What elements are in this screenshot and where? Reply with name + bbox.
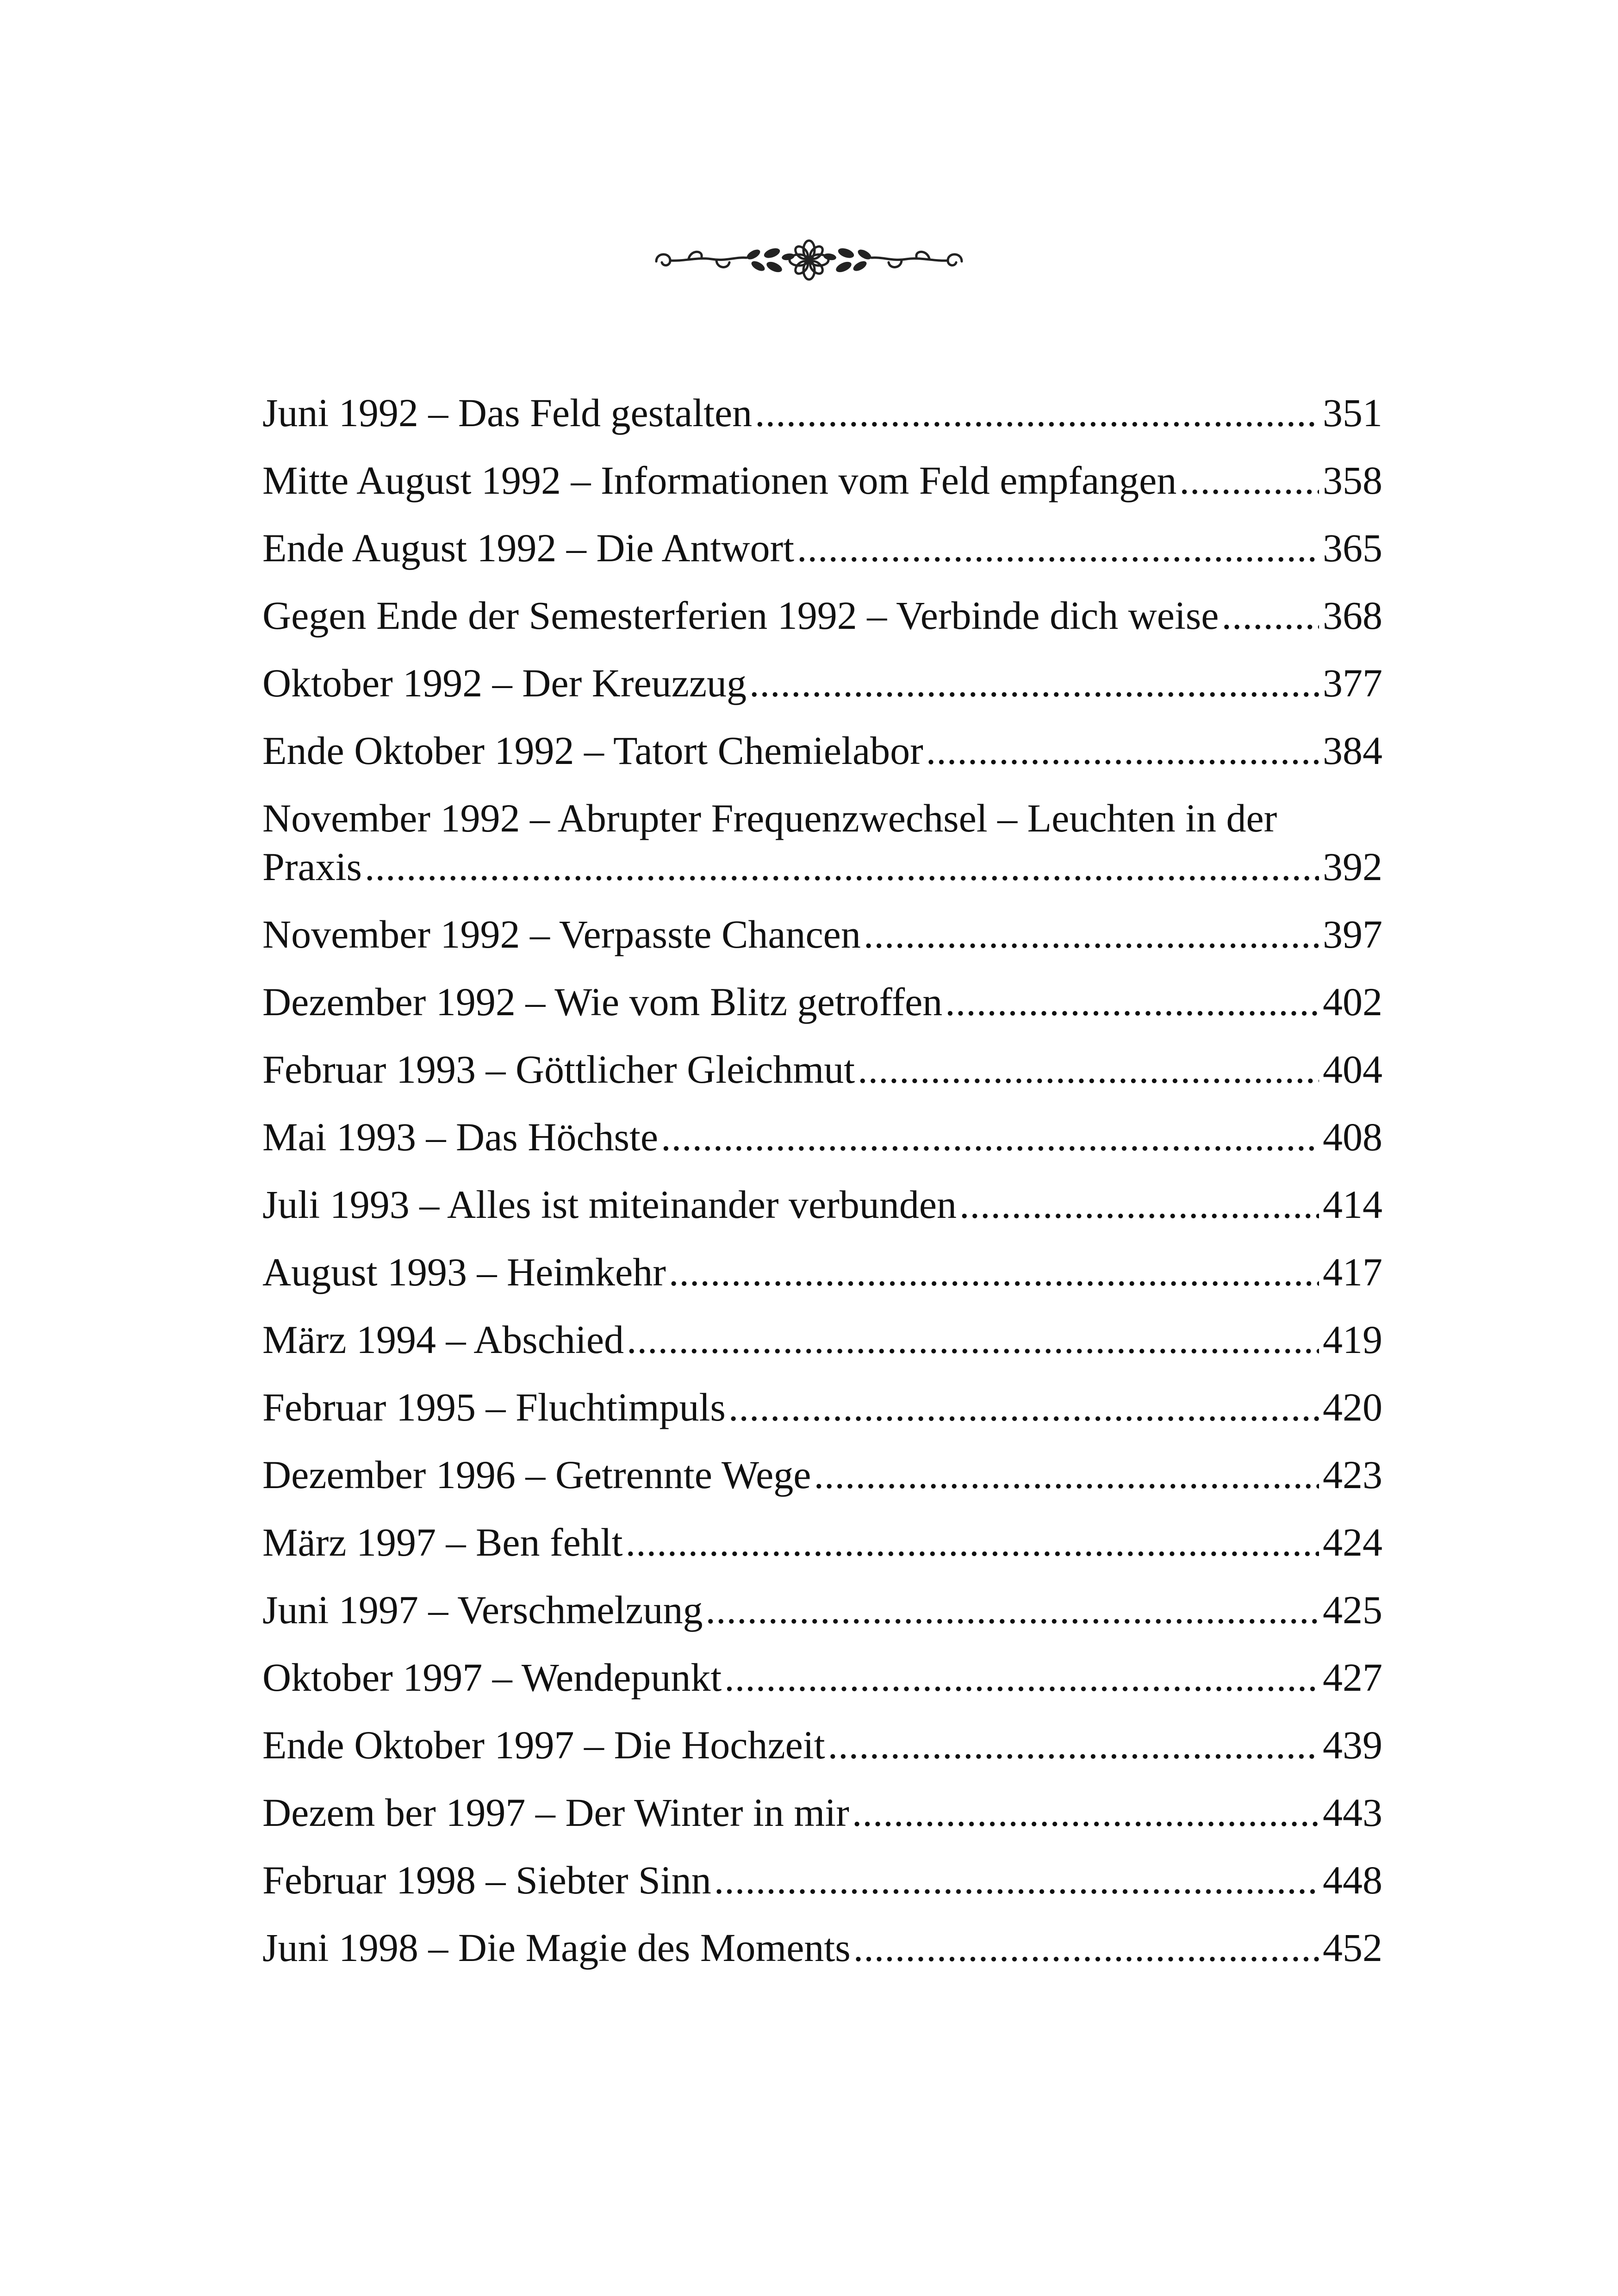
toc-page-number: 397 <box>1323 912 1382 956</box>
toc-dot-leader <box>945 978 1319 1026</box>
toc-page-number: 452 <box>1323 1925 1382 1970</box>
toc-entry-title: Oktober 1997 – Wendepunkt <box>262 1655 722 1700</box>
toc-entry[interactable] <box>262 978 1382 1026</box>
toc-entry[interactable] <box>262 794 1382 891</box>
toc-page-number: 423 <box>1323 1452 1382 1497</box>
toc-entry[interactable] <box>262 1113 1382 1161</box>
toc-entry[interactable] <box>262 659 1382 707</box>
toc-page-number: 425 <box>1323 1588 1382 1632</box>
toc-dot-leader <box>365 843 1319 891</box>
toc-page-number: 377 <box>1323 661 1382 705</box>
toc-dot-leader <box>626 1518 1319 1567</box>
toc-page-number: 384 <box>1323 728 1382 773</box>
toc-entry[interactable] <box>262 1045 1382 1094</box>
toc-entry[interactable] <box>262 910 1382 959</box>
toc-dot-leader <box>705 1586 1319 1634</box>
toc-page-number: 424 <box>1323 1520 1382 1564</box>
toc-entry-title: November 1992 – Abrupter Frequenzwechsel – Leuchten in der <box>262 796 1277 840</box>
toc-page-number: 368 <box>1323 593 1382 638</box>
toc-entry[interactable] <box>262 1316 1382 1364</box>
toc-page-number: 402 <box>1323 980 1382 1024</box>
toc-entry[interactable] <box>262 1856 1382 1905</box>
toc-dot-leader <box>797 524 1319 572</box>
toc-entry-title: Ende August 1992 – Die Antwort <box>262 526 794 570</box>
toc-dot-leader <box>828 1721 1319 1769</box>
toc-dot-leader <box>669 1248 1319 1297</box>
toc-page-number: 414 <box>1323 1182 1382 1227</box>
toc-entry[interactable] <box>262 1586 1382 1634</box>
toc-dot-leader <box>959 1180 1319 1229</box>
toc-entry-title: Februar 1995 – Fluchtimpuls <box>262 1385 726 1429</box>
toc-page-number: 404 <box>1323 1047 1382 1092</box>
toc-entry[interactable] <box>262 1721 1382 1769</box>
toc-entry-title: Ende Oktober 1992 – Tatort Chemielabor <box>262 728 923 773</box>
toc-entry[interactable] <box>262 1924 1382 1972</box>
toc-entry-title: Mitte August 1992 – Informationen vom Feld empfangen <box>262 458 1177 503</box>
toc-entry[interactable] <box>262 524 1382 572</box>
toc-entry-title: Gegen Ende der Semesterferien 1992 – Verbinde dich weise <box>262 593 1219 638</box>
toc-dot-leader <box>755 389 1319 437</box>
toc-page-number: 358 <box>1323 458 1382 503</box>
toc-dot-leader <box>853 1924 1319 1972</box>
toc-dot-leader <box>926 726 1319 775</box>
toc-page-number: 427 <box>1323 1655 1382 1700</box>
toc-entry[interactable] <box>262 1180 1382 1229</box>
toc-dot-leader <box>714 1856 1319 1905</box>
floral-divider-icon <box>647 234 971 285</box>
toc-entry-title: Februar 1993 – Göttlicher Gleichmut <box>262 1047 855 1092</box>
table-of-contents <box>262 389 1382 1991</box>
toc-page-number: 419 <box>1323 1317 1382 1362</box>
toc-page-number: 417 <box>1323 1250 1382 1294</box>
toc-entry[interactable] <box>262 1383 1382 1432</box>
toc-dot-leader <box>864 910 1319 959</box>
toc-page-number: 443 <box>1323 1790 1382 1835</box>
toc-dot-leader <box>749 659 1319 707</box>
toc-dot-leader <box>852 1788 1319 1837</box>
toc-entry[interactable] <box>262 1248 1382 1297</box>
toc-entry-title: Juni 1997 – Verschmelzung <box>262 1588 703 1632</box>
toc-entry[interactable] <box>262 591 1382 640</box>
toc-entry-title: März 1997 – Ben fehlt <box>262 1520 623 1564</box>
toc-entry-title: August 1993 – Heimkehr <box>262 1250 666 1294</box>
toc-entry[interactable] <box>262 456 1382 505</box>
toc-dot-leader <box>724 1653 1319 1702</box>
toc-page-number: 439 <box>1323 1723 1382 1767</box>
toc-entry-title: Juli 1993 – Alles ist miteinander verbunden <box>262 1182 957 1227</box>
toc-entry-title: Dezember 1992 – Wie vom Blitz getroffen <box>262 980 943 1024</box>
toc-entry-title: Februar 1998 – Siebter Sinn <box>262 1858 711 1902</box>
toc-dot-leader <box>858 1045 1319 1094</box>
toc-entry[interactable] <box>262 1518 1382 1567</box>
toc-dot-leader <box>1179 456 1319 505</box>
toc-page-number: 351 <box>1323 391 1382 435</box>
toc-entry[interactable] <box>262 726 1382 775</box>
toc-entry-title: Oktober 1992 – Der Kreuzzug <box>262 661 747 705</box>
toc-entry[interactable] <box>262 389 1382 437</box>
toc-page-number: 448 <box>1323 1858 1382 1902</box>
toc-entry-title: Juni 1998 – Die Magie des Moments <box>262 1925 851 1970</box>
toc-entry-title: Ende Oktober 1997 – Die Hochzeit <box>262 1723 825 1767</box>
toc-page-number: 392 <box>1323 844 1382 889</box>
toc-entry-title: November 1992 – Verpasste Chancen <box>262 912 861 956</box>
toc-entry-title: Dezember 1996 – Getrennte Wege <box>262 1452 811 1497</box>
toc-dot-leader <box>728 1383 1319 1432</box>
toc-entry-title: Dezem ber 1997 – Der Winter in mir <box>262 1790 849 1835</box>
toc-page-number: 420 <box>1323 1385 1382 1429</box>
toc-page-number: 365 <box>1323 526 1382 570</box>
toc-entry[interactable] <box>262 1653 1382 1702</box>
toc-entry-title: März 1994 – Abschied <box>262 1317 624 1362</box>
toc-dot-leader <box>814 1451 1319 1499</box>
toc-dot-leader <box>627 1316 1319 1364</box>
toc-entry-title: Mai 1993 – Das Höchste <box>262 1115 659 1159</box>
toc-dot-leader <box>1221 591 1319 640</box>
toc-page-number: 408 <box>1323 1115 1382 1159</box>
toc-dot-leader <box>661 1113 1319 1161</box>
toc-entry[interactable] <box>262 1788 1382 1837</box>
toc-entry-title-continued: Praxis <box>262 844 362 889</box>
toc-entry-title: Juni 1992 – Das Feld gestalten <box>262 391 753 435</box>
toc-entry[interactable] <box>262 1451 1382 1499</box>
